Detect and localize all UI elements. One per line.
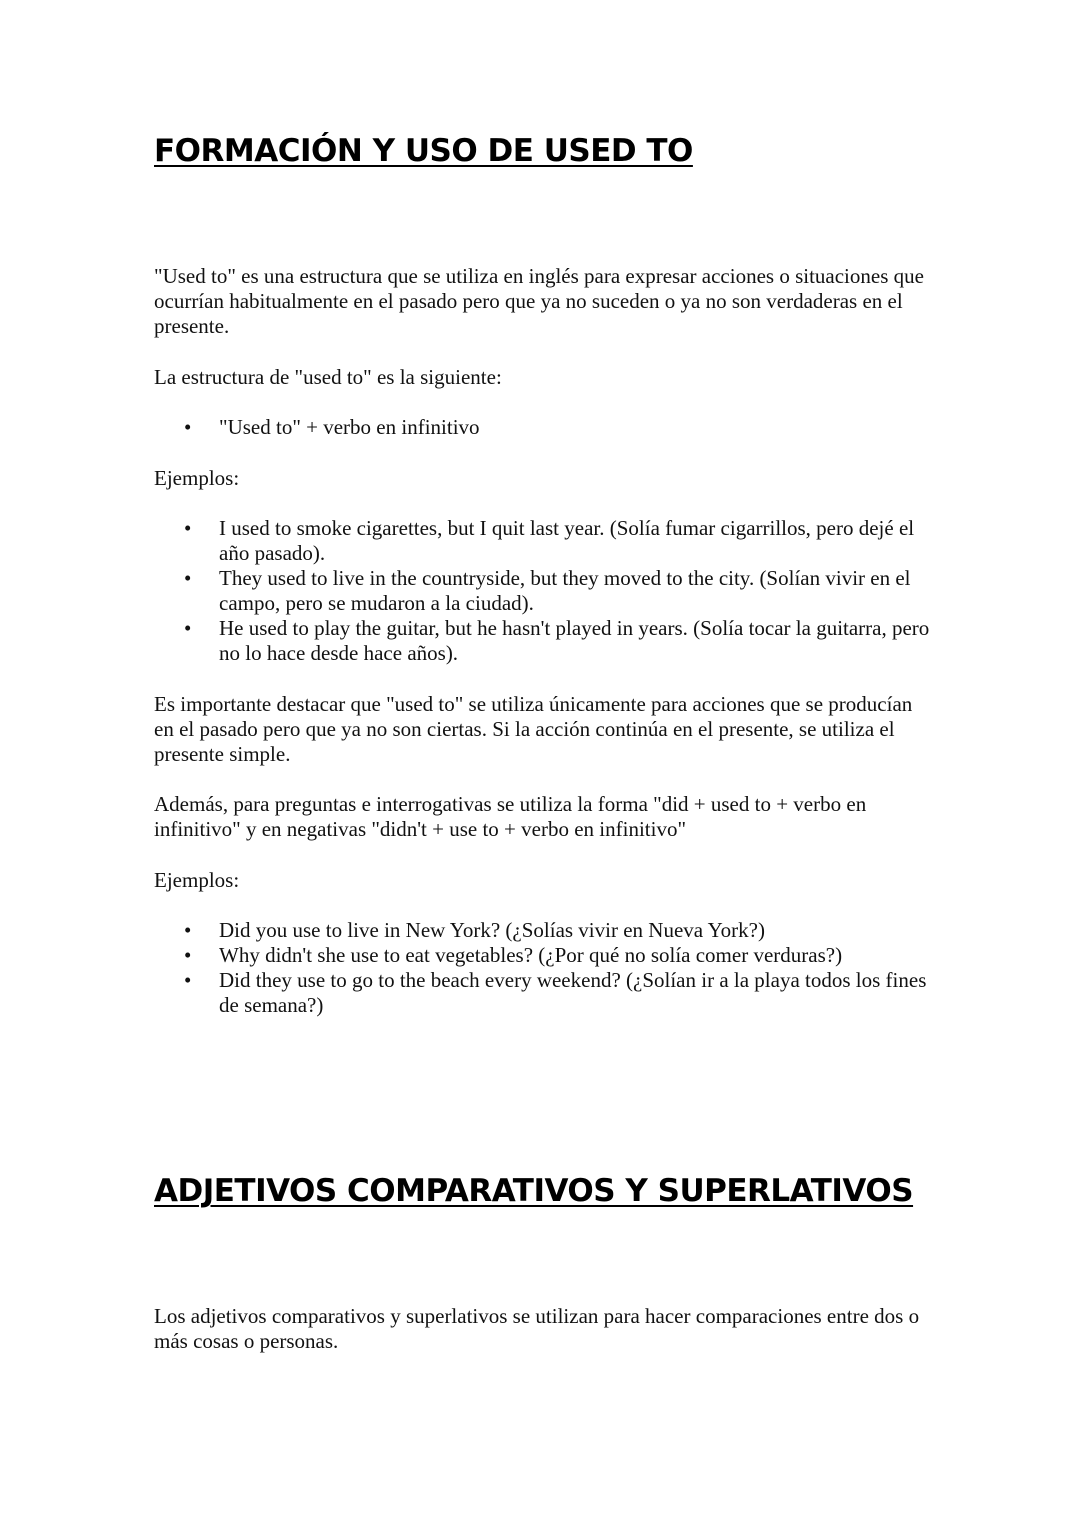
bullet-icon: • bbox=[184, 566, 192, 590]
examples-list bbox=[154, 516, 934, 666]
adjetivos-intro-paragraph: Los adjetivos comparativos y superlativos se utilizan para hacer comparaciones entre dos o más cosas o personas. bbox=[154, 1304, 920, 1353]
note-paragraph: Es importante destacar que "used to" se utiliza únicamente para acciones que se producían en el pasado pero que ya no son ciertas. Si la acción continúa en el presente, se utiliza el presente simple. bbox=[154, 692, 913, 766]
bullet-icon: • bbox=[184, 415, 192, 439]
section-title-adjetivos: ADJETIVOS COMPARATIVOS Y SUPERLATIVOS bbox=[154, 1173, 914, 1209]
examples-label: Ejemplos: bbox=[154, 466, 240, 490]
examples2-label: Ejemplos: bbox=[154, 868, 240, 892]
list-item: • I used to smoke cigarettes, but I quit last year. (Solía fumar cigarrillos, pero dejé el año pasado). bbox=[184, 516, 915, 565]
bullet-icon: • bbox=[184, 968, 192, 992]
bullet-icon: • bbox=[184, 516, 192, 540]
bullet-icon: • bbox=[184, 616, 192, 640]
list-item: • "Used to" + verbo en infinitivo bbox=[184, 415, 480, 439]
questions-paragraph: Además, para preguntas e interrogativas se utiliza la forma "did + used to + verbo en infinitivo" y en negativas "didn't + use to + verbo en infinitivo" bbox=[154, 792, 867, 841]
list-item: • Did they use to go to the beach every weekend? (¿Solían ir a la playa todos los fines de semana?) bbox=[184, 968, 927, 1017]
list-item: • Why didn't she use to eat vegetables? (¿Por qué no solía comer verduras?) bbox=[184, 943, 843, 967]
list-item: • He used to play the guitar, but he hasn't played in years. (Solía tocar la guitarra, pero no lo hace desde hace años). bbox=[184, 616, 930, 665]
list-item: • They used to live in the countryside, but they moved to the city. (Solían vivir en el campo, pero se mudaron a la ciudad). bbox=[184, 566, 911, 615]
intro-paragraph: "Used to" es una estructura que se utiliza en inglés para expresar acciones o situaciones que ocurrían habitualmente en el pasado pero que ya no suceden o ya no son verdaderas en el presente. bbox=[154, 264, 924, 338]
examples2-list bbox=[154, 918, 934, 1018]
bullet-icon: • bbox=[184, 943, 192, 967]
structure-list bbox=[154, 415, 934, 440]
section-title-used-to: FORMACIÓN Y USO DE USED TO bbox=[154, 133, 693, 169]
bullet-icon: • bbox=[184, 918, 192, 942]
list-item: • Did you use to live in New York? (¿Solías vivir en Nueva York?) bbox=[184, 918, 765, 942]
structure-label: La estructura de "used to" es la siguiente: bbox=[154, 365, 502, 389]
